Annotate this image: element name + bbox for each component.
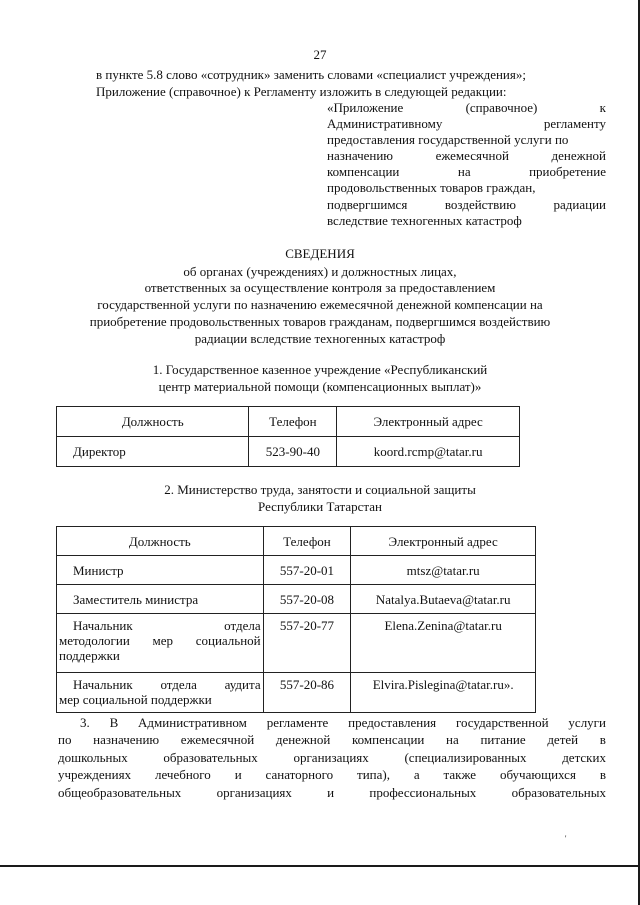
column-header-position: Должность [57,407,249,437]
title-line-4: приобретение продовольственных товаров гражданам, подвергшимся воздействию [89,314,551,329]
appendix-header-row-3: предоставления государственной услуги по [327,132,569,147]
document-heading: СВЕДЕНИЯ [285,246,355,261]
cell-phone: 523-90-40 [249,437,337,467]
title-line-1: об органах (учреждениях) и должностных лицах, [183,264,457,279]
position-line: Начальник отдела [73,618,261,633]
cell-position: Заместитель министра [57,585,264,614]
column-header-email: Электронный адрес [351,527,536,556]
cell-email: Natalya.Butaeva@tatar.ru [351,585,536,614]
appendix-header-row-2: Административному регламенту [327,116,606,131]
paragraph-3-line-3: дошкольных образовательных организациях (специализированных детских [58,750,606,765]
cell-position [57,673,264,713]
position-line: методологии мер социальной [59,633,261,648]
scan-edge-bottom [0,865,640,867]
cell-position: Директор [57,437,249,467]
scan-speck: ' [565,834,567,843]
intro-line-1: в пункте 5.8 слово «сотрудник» заменить словами «специалист учреждения»; [96,67,526,82]
cell-position [57,614,264,673]
paragraph-3-line-5: общеобразовательных организациях и профессиональных образовательных [58,785,606,800]
appendix-header-row-1: «Приложение (справочное) к [327,100,606,115]
section-1-title-line-2: центр материальной помощи (компенсационных выплат)» [158,379,482,394]
appendix-header-row-7: подвергшимся воздействию радиации [327,197,606,212]
column-header-email: Электронный адрес [337,407,520,437]
title-line-2: ответственных за осуществление контроля за предоставлением [144,280,496,295]
paragraph-3-line-1: 3. В Административном регламенте предоставления государственной услуги [80,715,606,730]
table-row [57,556,536,585]
table-row [57,614,536,673]
appendix-header-row-6: продовольственных товаров граждан, [327,180,536,195]
intro-line-2: Приложение (справочное) к Регламенту изложить в следующей редакции: [96,84,507,99]
table-header-row [57,527,536,556]
appendix-header-row-8: вследствие техногенных катастроф [327,213,522,228]
table-row [57,585,536,614]
page-number: 27 [313,47,327,62]
section-2-title-line-1: 2. Министерство труда, занятости и социальной защиты [164,482,476,497]
position-line: Начальник отдела аудита [73,677,261,692]
section-1-title-line-1: 1. Государственное казенное учреждение «Республиканский [152,362,488,377]
table-header-row [57,407,520,437]
cell-phone: 557-20-86 [263,673,351,713]
appendix-header-row-5: компенсации на приобретение [327,164,606,179]
cell-phone: 557-20-08 [263,585,351,614]
paragraph-3-line-4: учреждениях лечебного и санаторного типа), а также обучающихся в [58,767,606,782]
section-2-title-line-2: Республики Татарстан [258,499,382,514]
cell-phone: 557-20-01 [263,556,351,585]
cell-email: mtsz@tatar.ru [351,556,536,585]
title-line-5: радиации вследствие техногенных катастроф [194,331,446,346]
appendix-header-row-4: назначению ежемесячной денежной [327,148,606,163]
column-header-phone: Телефон [263,527,351,556]
table-row [57,437,520,467]
cell-position: Министр [57,556,264,585]
column-header-phone: Телефон [249,407,337,437]
position-line: поддержки [59,648,120,663]
title-line-3: государственной услуги по назначению ежемесячной денежной компенсации на [97,297,543,312]
cell-phone: 557-20-77 [263,614,351,673]
cell-email: Elena.Zenina@tatar.ru [351,614,536,673]
position-line: мер социальной поддержки [59,692,212,707]
paragraph-3-line-2: по назначению ежемесячной денежной компенсации на питание детей в [58,732,606,747]
section-1-table [56,406,520,467]
cell-email: Elvira.Pislegina@tatar.ru». [351,673,536,713]
table-row [57,673,536,713]
section-2-table [56,526,536,713]
column-header-position: Должность [57,527,264,556]
cell-email: koord.rcmp@tatar.ru [337,437,520,467]
